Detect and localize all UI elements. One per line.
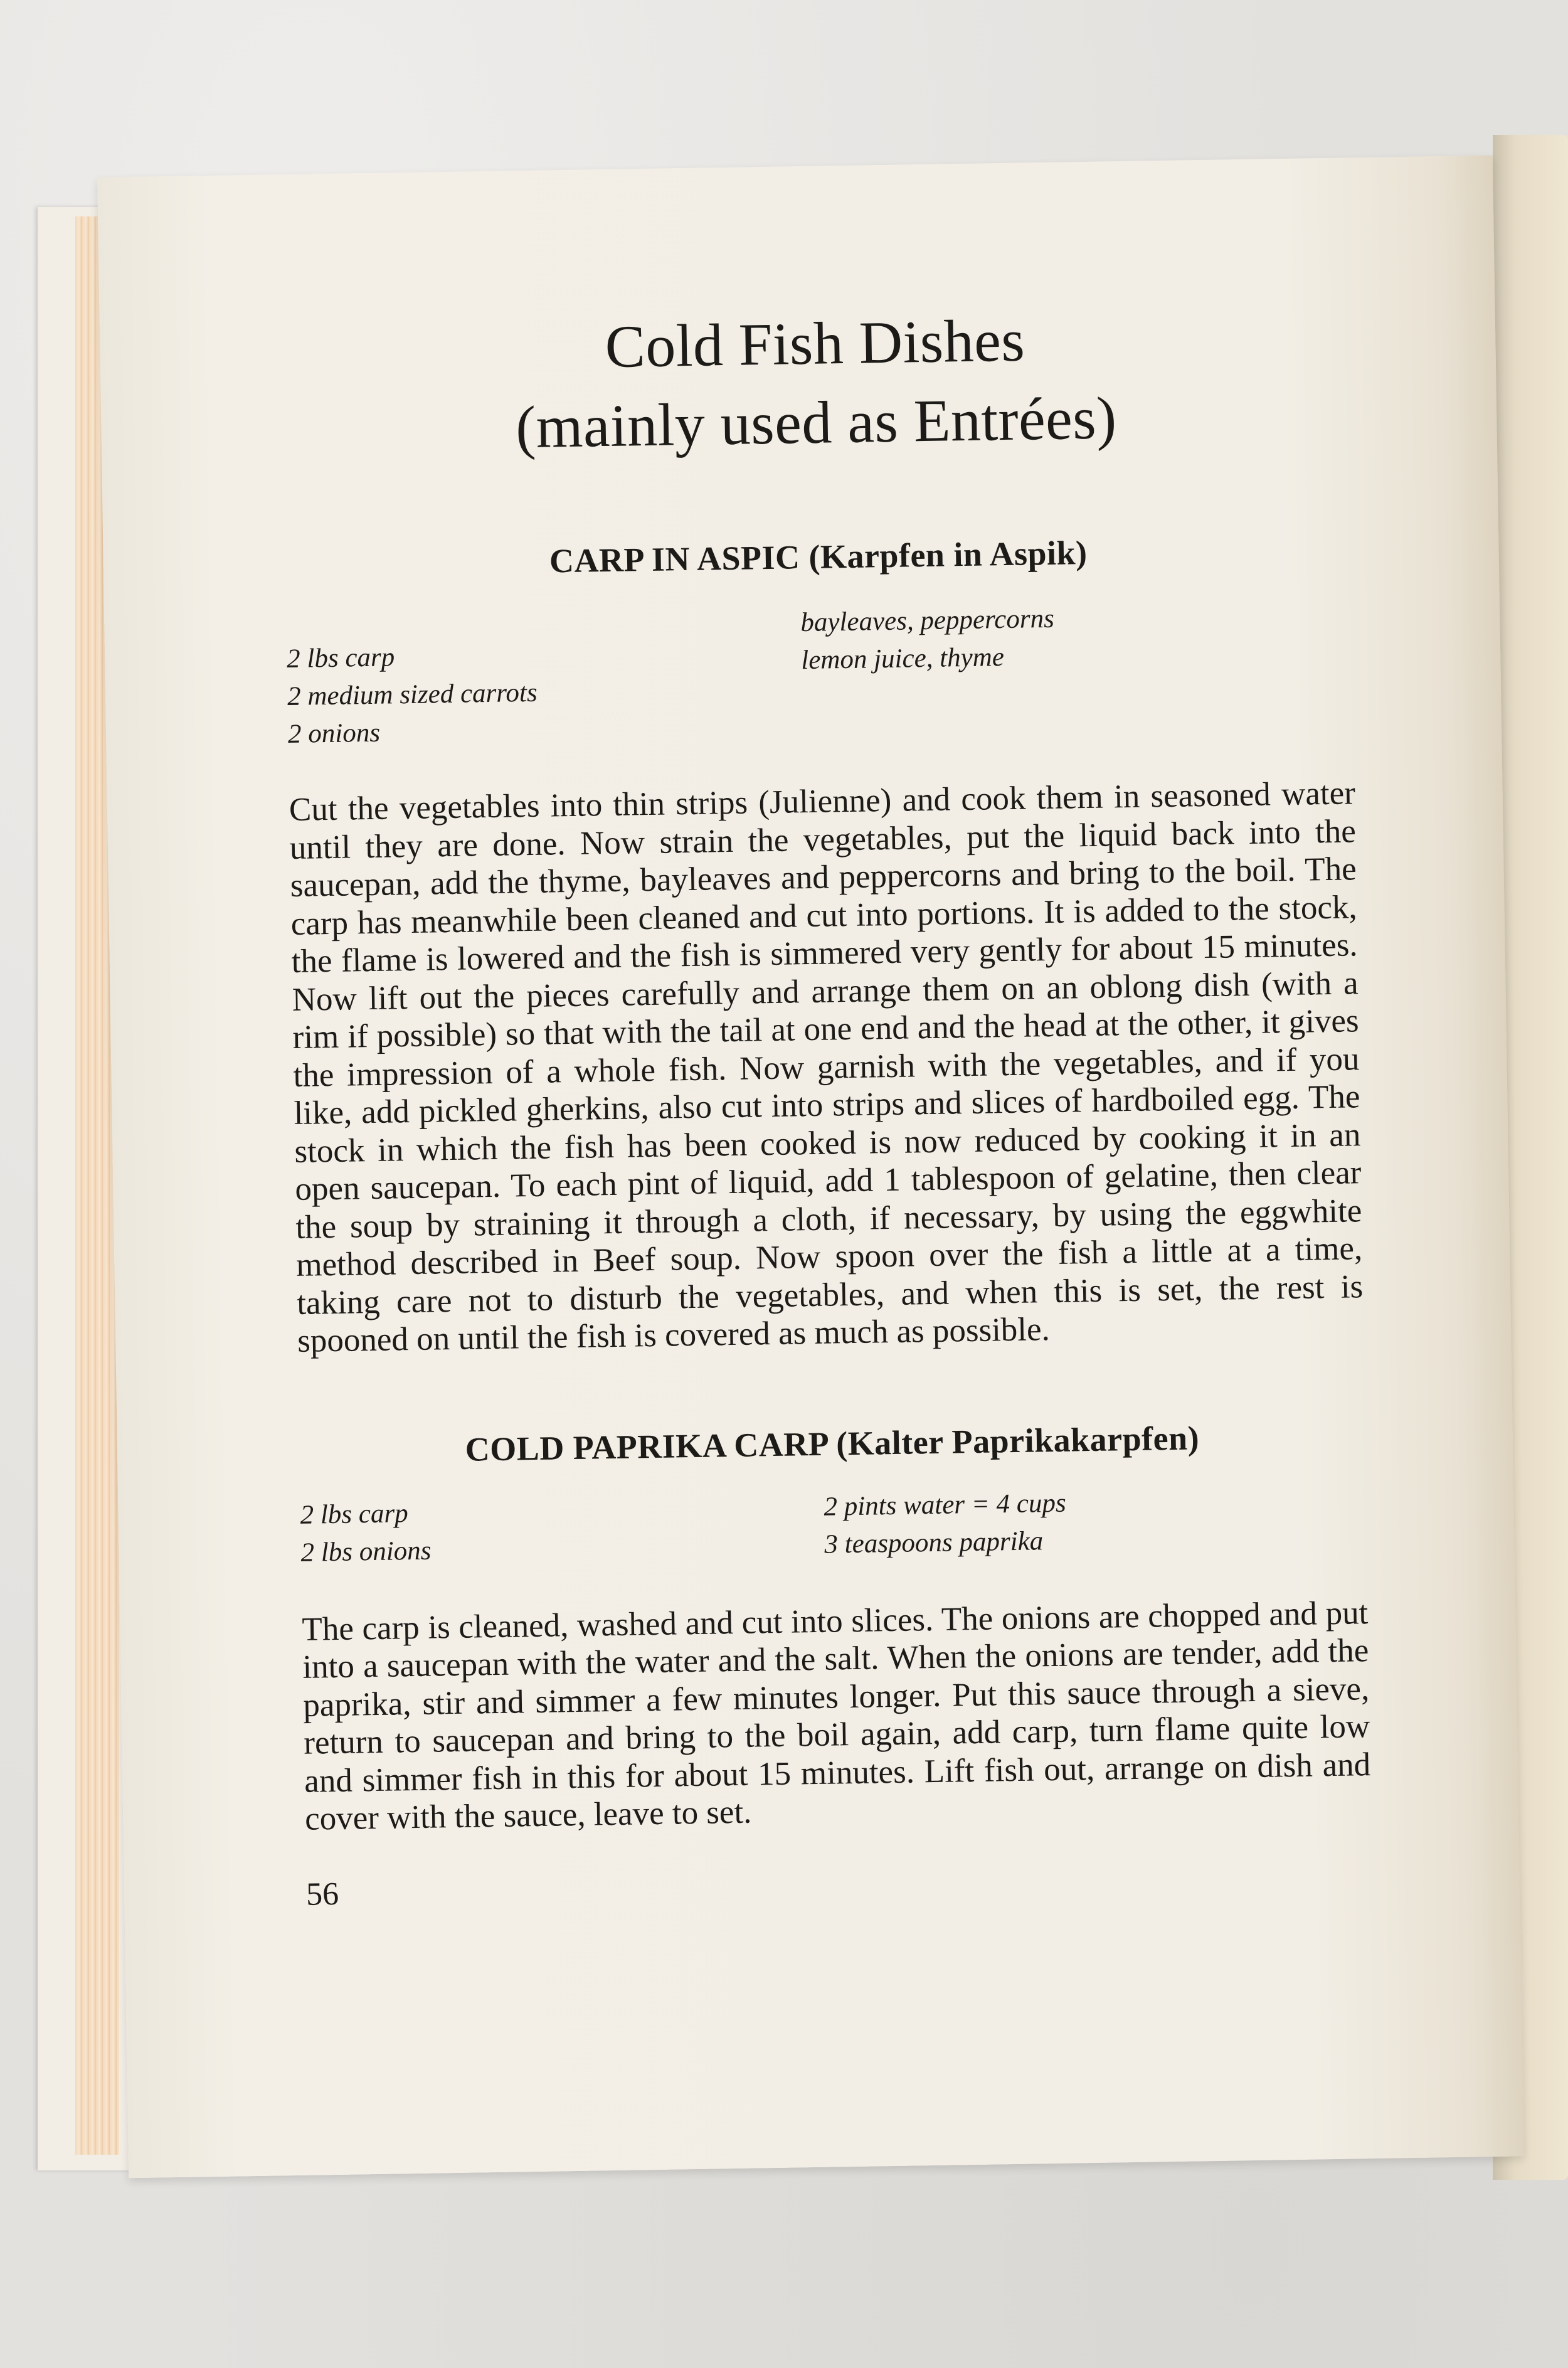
ingredients [286, 595, 1354, 753]
ingredient-item: 2 lbs carp [300, 1498, 408, 1530]
ingredients-right [800, 600, 1056, 745]
ingredient-item: 2 onions [287, 718, 381, 750]
recipe-title: CARP IN ASPIC (Karpfen in Aspik) [549, 533, 1088, 580]
recipe-carp-in-aspic [285, 529, 1364, 1360]
recipe-method: Cut the vegetables into thin strips (Julienne) and cook them in seasoned water until they are done. Now strain the vegetables, put the liquid back into the saucepan, add the thyme, bayleaves and peppercorns and bring to the boil. The carp has meanwhile been cleaned and cut into portions. It is added to the stock, the flame is lowered and the fish is simmered very gently for about 15 minutes. Now lift out the pieces carefully and arrange them on an oblong dish (with a rim if possible) so that with the tail at one end and the head at the other, it gives the impression of a whole fish. Now garnish with the vegetables, and if you like, add pickled gherkins, also cut into strips and slices of hardboiled egg. The stock in which the fish has been cooked is now reduced by cooking it in an open saucepan. To each pint of liquid, add 1 tablespoon of gelatine, then clear the soup by straining it through a cloth, if necessary, by using the eggwhite method described in Beef soup. Now spoon over the fish a little at a time, taking care not to disturb the vegetables, and when this is set, the rest is spooned on until the fish is covered as much as possible. [289, 775, 1364, 1359]
recipe-cold-paprika-carp [299, 1416, 1372, 1839]
ingredients-left [300, 1488, 825, 1571]
ingredient-item: 3 teaspoons paprika [824, 1526, 1044, 1559]
recipe-method: The carp is cleaned, washed and cut into slices. The onions are chopped and put into a saucepan with the water and the salt. When the onions are tender, add the paprika, stir and simmer a few minutes longer. Put this sauce through a sieve, return to saucepan and bring to the boil again, add carp, turn flame quite low and simmer fish in this for about 15 minutes. Lift fish out, arrange on dish and cover with the sauce, leave to set. [302, 1594, 1371, 1837]
ingredient-item: 2 lbs carp [286, 642, 395, 674]
ingredient-item: bayleaves, peppercorns [800, 603, 1055, 638]
ingredients-left [286, 604, 802, 753]
chapter-title [282, 295, 1350, 470]
recipe-title: COLD PAPRIKA CARP (Kalter Paprikakarpfen) [465, 1418, 1200, 1468]
page-number: 56 [305, 1876, 339, 1913]
chapter-title-line1: Cold Fish Dishes [604, 306, 1025, 380]
ingredient-item: 2 medium sized carrots [287, 677, 538, 712]
ingredient-item: 2 lbs onions [300, 1536, 432, 1568]
page-content [282, 295, 1373, 1913]
ingredient-item: 2 pints water = 4 cups [824, 1488, 1067, 1522]
book-page [97, 156, 1524, 2179]
chapter-title-line2: (mainly used as Entrées) [515, 384, 1118, 461]
ingredients [300, 1480, 1367, 1572]
ingredients-right [824, 1484, 1067, 1563]
ingredient-item: lemon juice, thyme [800, 642, 1005, 676]
